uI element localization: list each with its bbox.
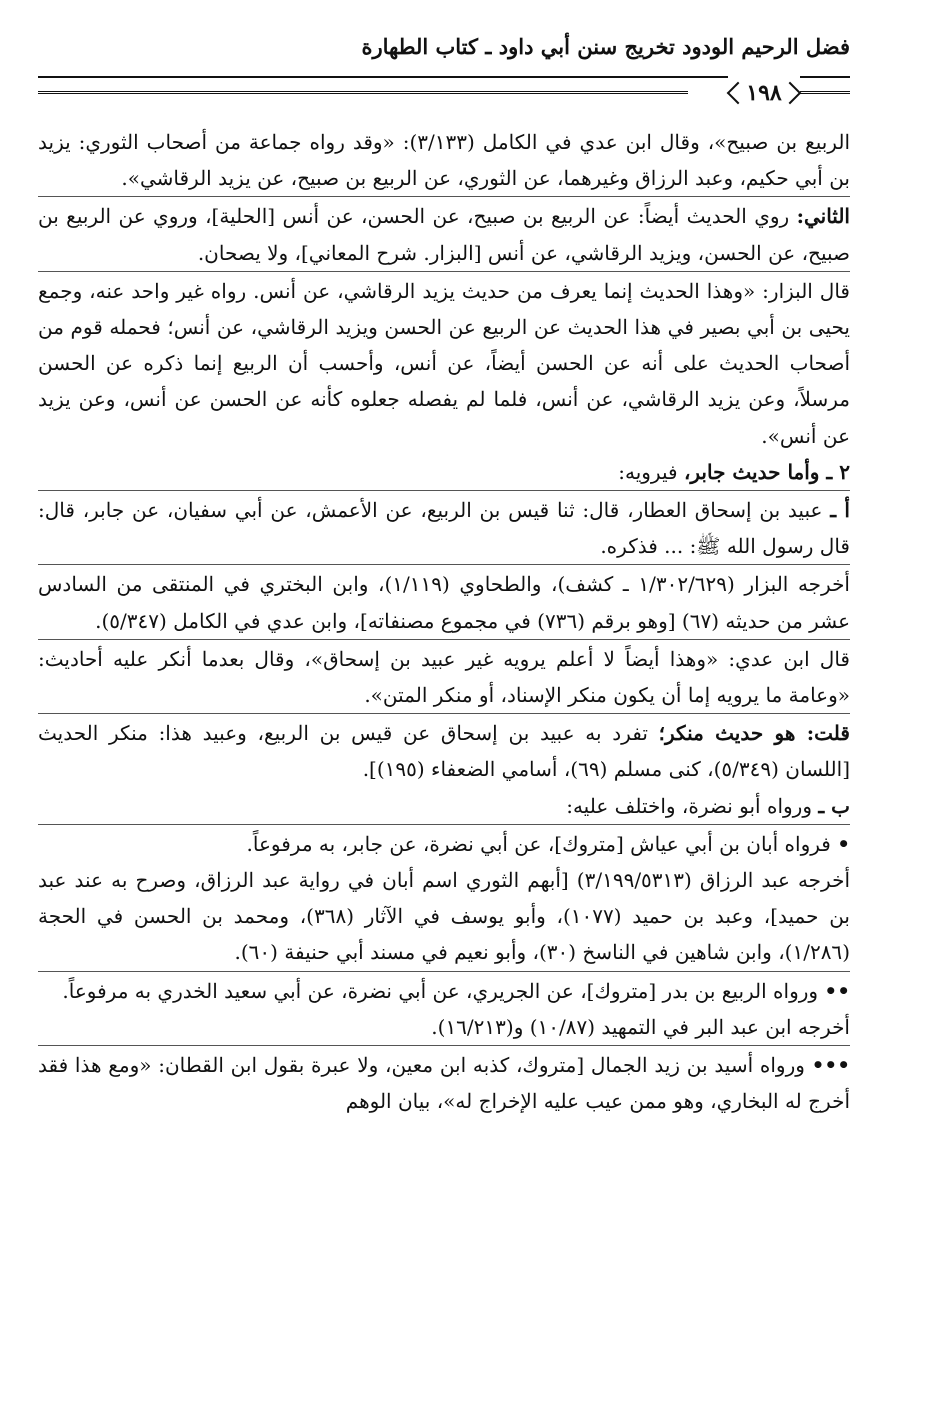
paragraph-3 [38, 271, 850, 454]
paragraph-14 [38, 1045, 850, 1119]
paragraph-text: فيرويه: [618, 459, 684, 484]
paragraph-13 [38, 1009, 850, 1045]
paragraph-lead: الثاني: [796, 204, 850, 229]
page-body [38, 124, 850, 1384]
header-rule-left [38, 91, 688, 94]
bullet-marker: •• [824, 978, 850, 1003]
bullet-marker: • [837, 831, 850, 856]
paragraph-6 [38, 564, 850, 638]
paragraph-text: ورواه أسيد بن زيد الجمال [متروك، كذبه ابن معين، ولا عبرة بقول ابن القطان: «ومع هذا فقد أخرج له البخاري، وهو ممن عيب عليه الإخراج له»، بيان الوهم [38, 1053, 850, 1114]
bullet-marker: ••• [811, 1053, 850, 1078]
paragraph-11 [38, 862, 850, 971]
paragraph-2 [38, 196, 850, 270]
paragraph-lead: قلت: هو حديث منكر؛ [658, 721, 850, 746]
paragraph-text: ورواه الربيع بن بدر [متروك]، عن الجريري، عن أبي نضرة، عن أبي سعيد الخدري به مرفوعاً. [62, 978, 825, 1003]
paragraph-10 [38, 824, 850, 862]
paragraph-text: قال ابن عدي: «وهذا أيضاً لا أعلم يرويه غير عبيد بن إسحاق»، وقال بعدما أنكر عليه أحاديث: «وعامة ما يرويه إما أن يكون منكر الإسناد، أو منكر المتن». [38, 646, 850, 708]
page-header [38, 28, 850, 118]
paragraph-1 [38, 124, 850, 196]
paragraph-lead: أ ـ [830, 498, 850, 523]
paragraph-lead: ٢ ـ وأما حديث جابر، [683, 459, 850, 484]
page-number: ١٩٨ [728, 76, 800, 110]
paragraph-text: روي الحديث أيضاً: عن الربيع بن صبيح، عن الحسن، عن أنس [الحلية]، وروي عن الربيع بن صبيح، عن الحسن، ويزيد الرقاشي، عن أنس [البزار. شرح المعاني]، ولا يصحان. [38, 204, 850, 265]
paragraph-lead: ب ـ [818, 793, 850, 818]
paragraph-text: أخرجه ابن عبد البر في التمهيد (١٠/٨٧) و(١٦/٢١٣). [431, 1014, 850, 1039]
paragraph-9 [38, 788, 850, 824]
paragraph-text: أخرجه عبد الرزاق (٣/١٩٩/٥٣١٣) [أبهم الثوري اسم أبان في رواية عبد الرزاق، وصرح به عند عبد بن حميد]، وعبد بن حميد (١٠٧٧)، وأبو يوسف في الآثار (٣٦٨)، ومحمد بن الحسن في الحجة (١/٢٨٦)، وابن شاهين في الناسخ (٣٠)، وأبو نعيم في مسند أبي حنيفة (٦٠). [38, 868, 850, 965]
paragraph-text: الربيع بن صبيح»، وقال ابن عدي في الكامل (٣/١٣٣): «وقد رواه جماعة من أصحاب الثوري: يزيد بن أبي حكيم، وعبد الرزاق وغيرهما، عن الثوري، عن الربيع بن صبيح، عن يزيد الرقاشي». [38, 130, 850, 191]
paragraph-text: أخرجه البزار (١/٣٠٢/٦٢٩ ـ كشف)، والطحاوي (١/١١٩)، وابن البختري في المنتقى من السادس عشر من حديثه (٦٧) [وهو برقم (٧٣٦) في مجموع مصنفاته]، وابن عدي في الكامل (٥/٣٤٧). [38, 572, 850, 633]
paragraph-text: ورواه أبو نضرة، واختلف عليه: [566, 793, 819, 818]
running-title: فضل الرحيم الودود تخريج سنن أبي داود ـ كتاب الطهارة [361, 34, 850, 59]
paragraph-4 [38, 454, 850, 490]
paragraph-text: تفرد به عبيد بن إسحاق عن قيس بن الربيع، وعبيد هذا: منكر الحديث [اللسان (٥/٣٤٩)، كنى مسلم (٦٩)، أسامي الضعفاء (١٩٥)]. [38, 721, 850, 782]
paragraph-8 [38, 713, 850, 787]
paragraph-text: قال البزار: «وهذا الحديث إنما يعرف من حديث يزيد الرقاشي، عن أنس. رواه غير واحد عنه، وجمع يحيى بن أبي بصير في هذا الحديث عن الربيع عن الحسن ويزيد الرقاشي، عن أنس؛ فحمله قوم من أصحاب الحديث على أنه عن الحسن أيضاً، عن أنس، وأحسب أن الربيع إنما ذكره عن الحسن مرسلاً، وعن يزيد الرقاشي، عن أنس، فلما لم يفصله جعلوه كأنه عن الحسن عن أنس، وعن يزيد عن أنس». [38, 278, 850, 448]
paragraph-7 [38, 639, 850, 713]
paragraph-12 [38, 971, 850, 1009]
paragraph-text: فرواه أبان بن أبي عياش [متروك]، عن أبي نضرة، عن جابر، به مرفوعاً. [246, 831, 838, 856]
paragraph-text: عبيد بن إسحاق العطار، قال: ثنا قيس بن الربيع، عن الأعمش، عن أبي سفيان، عن جابر، قال: قال رسول الله ﷺ: ... فذكره. [38, 498, 850, 559]
paragraph-5 [38, 490, 850, 564]
